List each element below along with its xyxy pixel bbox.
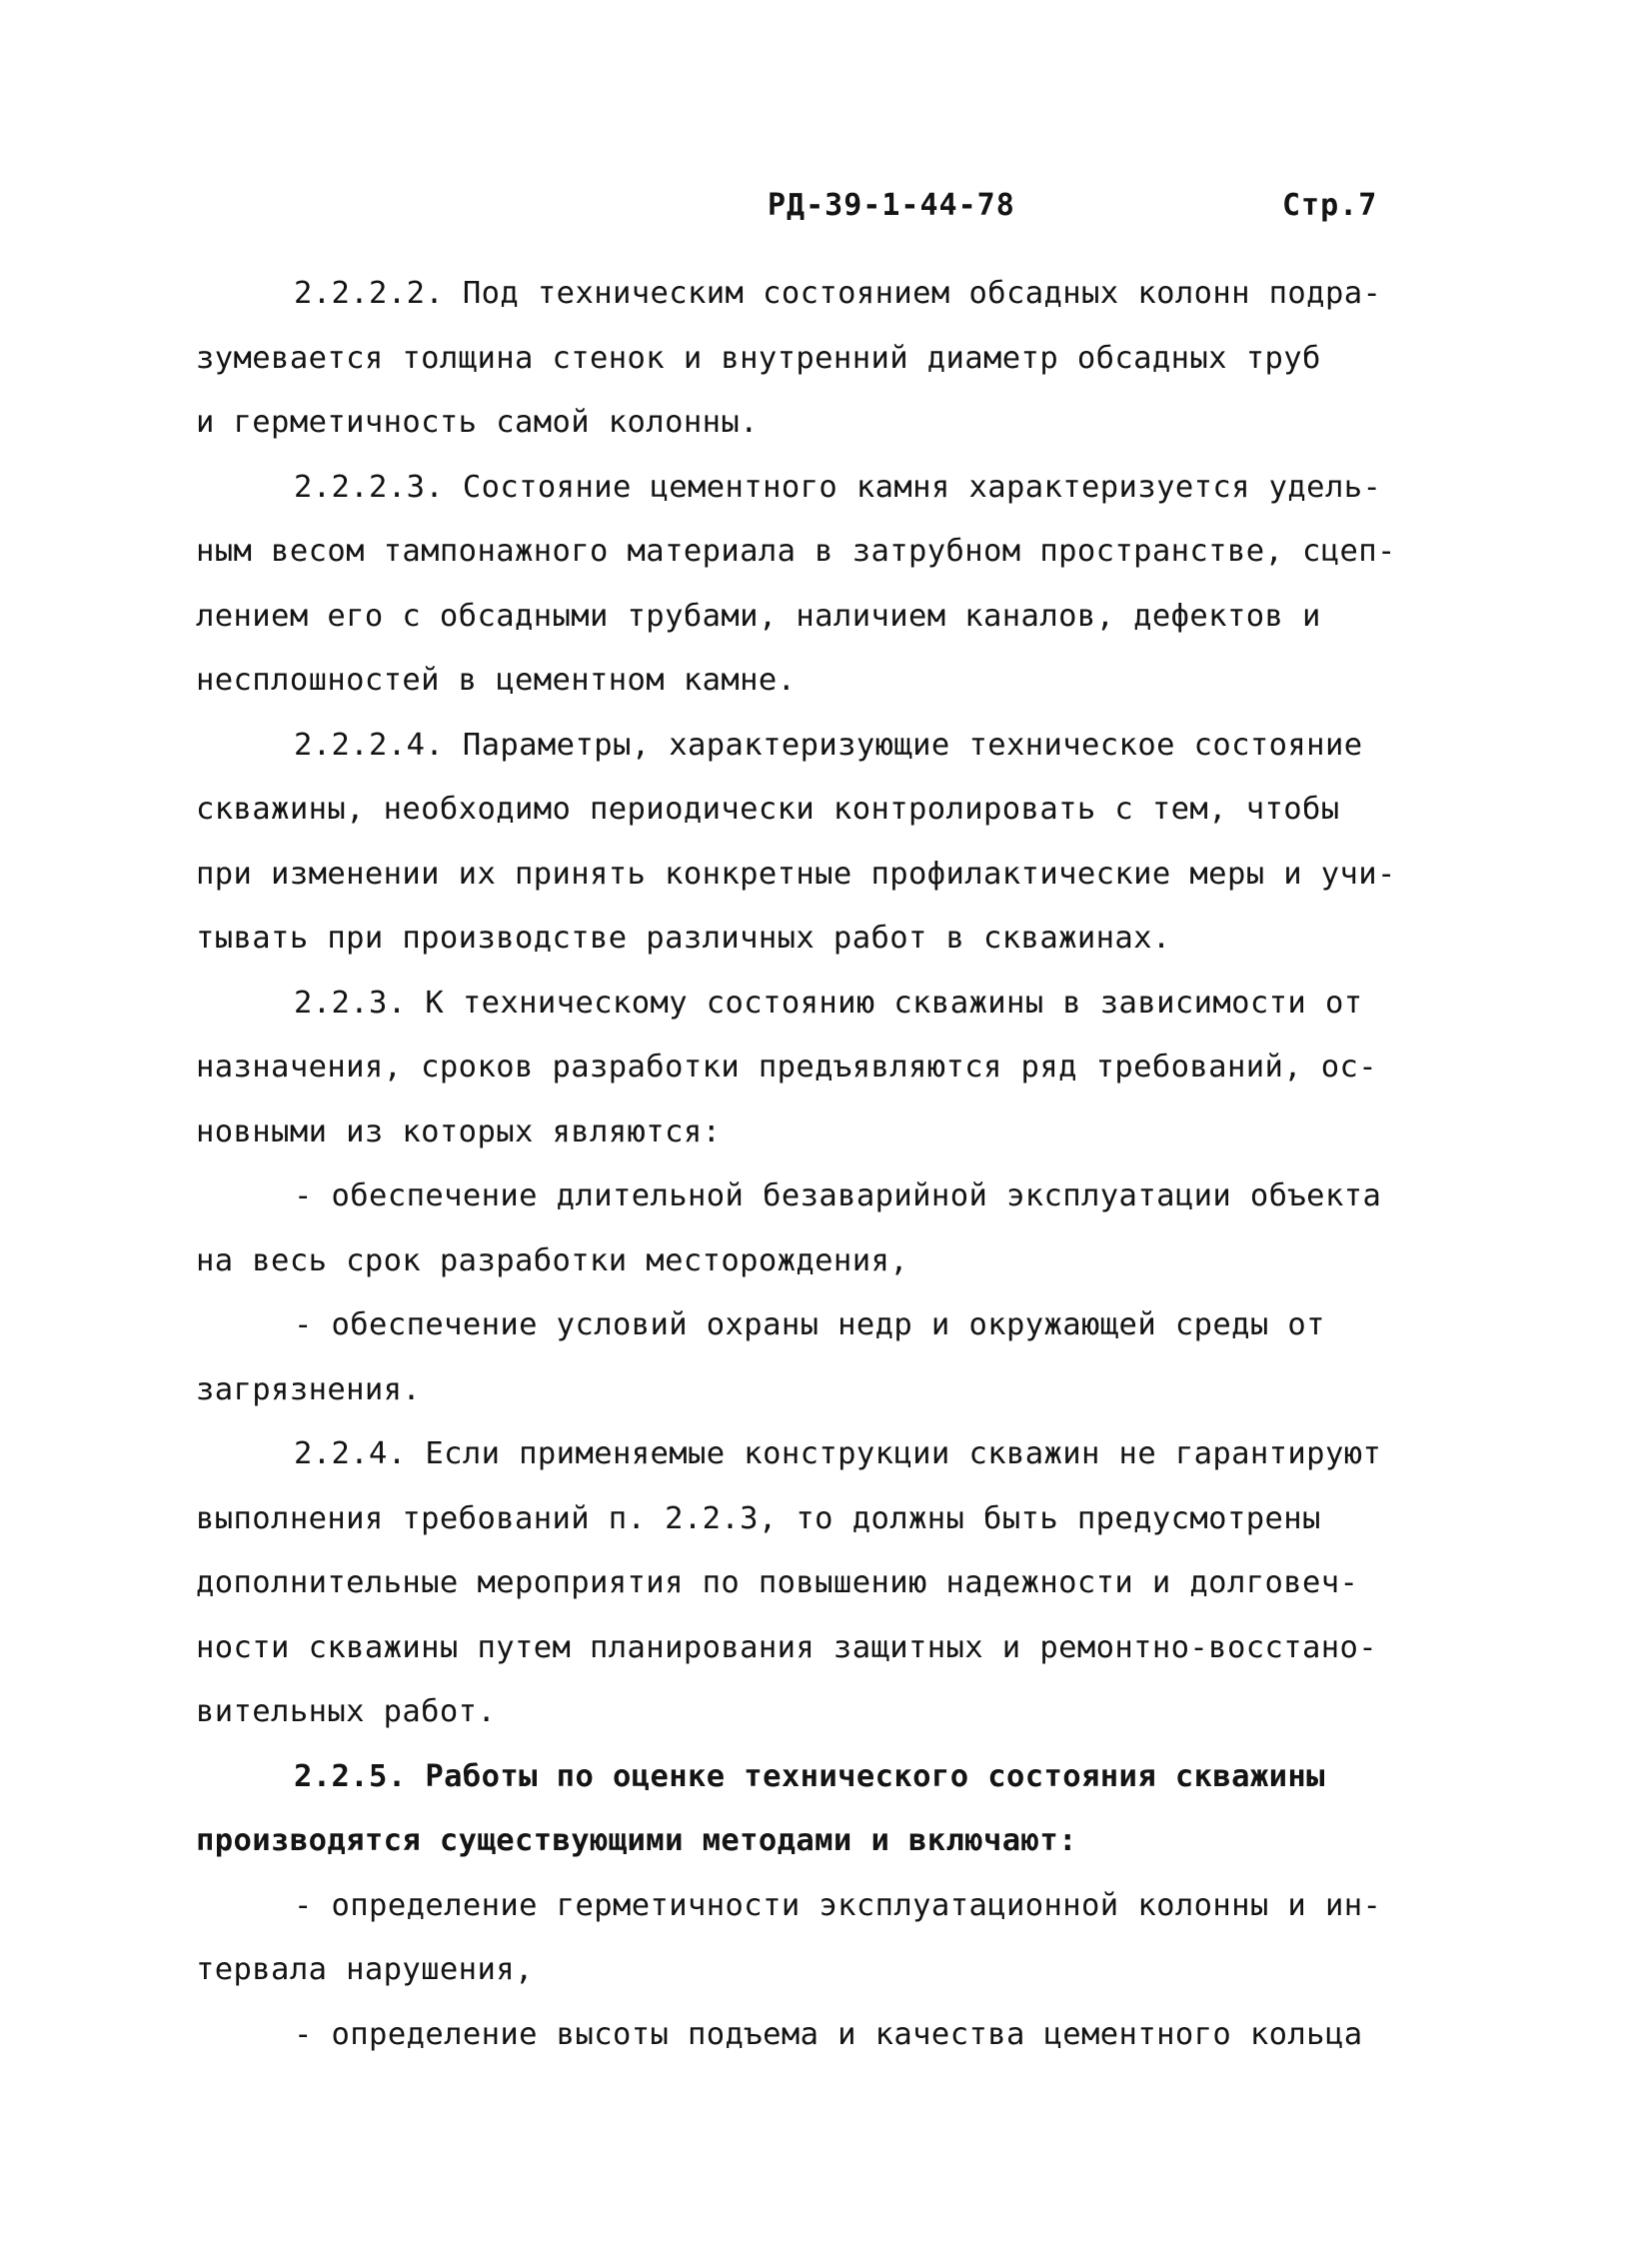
text-line: ным весом тампонажного материала в затрубном пространстве, сцеп- — [196, 534, 1396, 569]
text-line: 2.2.3. К техническому состоянию скважины в зависимости от — [294, 985, 1363, 1021]
text-line: новными из которых являются: — [196, 1114, 722, 1149]
text-line: загрязнения. — [196, 1371, 422, 1407]
page-header — [0, 188, 1652, 238]
paragraph-2-2-2-2 — [196, 262, 1445, 456]
text-line: 2.2.5. Работы по оценке технического состояния скважины — [294, 1758, 1325, 1794]
text-line: - обеспечение длительной безаварийной эксплуатации объекта — [294, 1178, 1382, 1213]
text-line: зумевается толщина стенок и внутренний диаметр обсадных труб — [196, 340, 1321, 376]
text-line: 2.2.2.3. Состояние цементного камня характеризуется удель- — [294, 469, 1382, 505]
text-line: тервала нарушения, — [196, 1952, 534, 1987]
text-line: выполнения требований п. 2.2.3, то должны быть предусмотрены — [196, 1500, 1321, 1536]
list-item — [196, 1874, 1445, 2003]
document-body — [196, 262, 1445, 2067]
text-line: скважины, необходимо периодически контролировать с тем, чтобы — [196, 792, 1340, 827]
text-line: вительных работ. — [196, 1694, 497, 1729]
text-line: лением его с обсадными трубами, наличием каналов, дефектов и — [196, 598, 1321, 634]
list-item — [196, 1293, 1445, 1422]
document-code: РД-39-1-44-78 — [768, 188, 1015, 223]
text-line: ности скважины путем планирования защитных и ремонтно-восстано- — [196, 1629, 1378, 1665]
paragraph-2-2-2-4 — [196, 714, 1445, 972]
list-item — [196, 1164, 1445, 1293]
text-line: и герметичность самой колонны. — [196, 405, 759, 440]
text-line: несплошностей в цементном камне. — [196, 663, 797, 698]
text-line: назначения, сроков разработки предъявляются ряд требований, ос- — [196, 1050, 1378, 1085]
paragraph-2-2-5 — [196, 1745, 1445, 1874]
page-number: Стр.7 — [1282, 188, 1378, 223]
paragraph-2-2-4 — [196, 1422, 1445, 1745]
text-line: на весь срок разработки месторождения, — [196, 1242, 908, 1278]
text-line: дополнительные мероприятия по повышению надежности и долговеч- — [196, 1565, 1359, 1600]
text-line: тывать при производстве различных работ в скважинах. — [196, 921, 1171, 956]
text-line: производятся существующими методами и включают: — [196, 1823, 1077, 1858]
text-line: - определение герметичности эксплуатационной колонны и ин- — [294, 1887, 1382, 1923]
text-line: 2.2.2.4. Параметры, характеризующие техническое состояние — [294, 727, 1363, 763]
text-line: - обеспечение условий охраны недр и окружающей среды от — [294, 1307, 1325, 1342]
text-line: 2.2.4. Если применяемые конструкции скважин не гарантируют — [294, 1436, 1382, 1471]
text-line: при изменении их принять конкретные профилактические меры и учи- — [196, 856, 1396, 892]
list-item — [196, 2003, 1445, 2068]
paragraph-2-2-3 — [196, 972, 1445, 1165]
text-line: 2.2.2.2. Под техническим состоянием обсадных колонн подра- — [294, 276, 1382, 311]
text-line: - определение высоты подъема и качества цементного кольца — [294, 2016, 1363, 2052]
paragraph-2-2-2-3 — [196, 456, 1445, 714]
